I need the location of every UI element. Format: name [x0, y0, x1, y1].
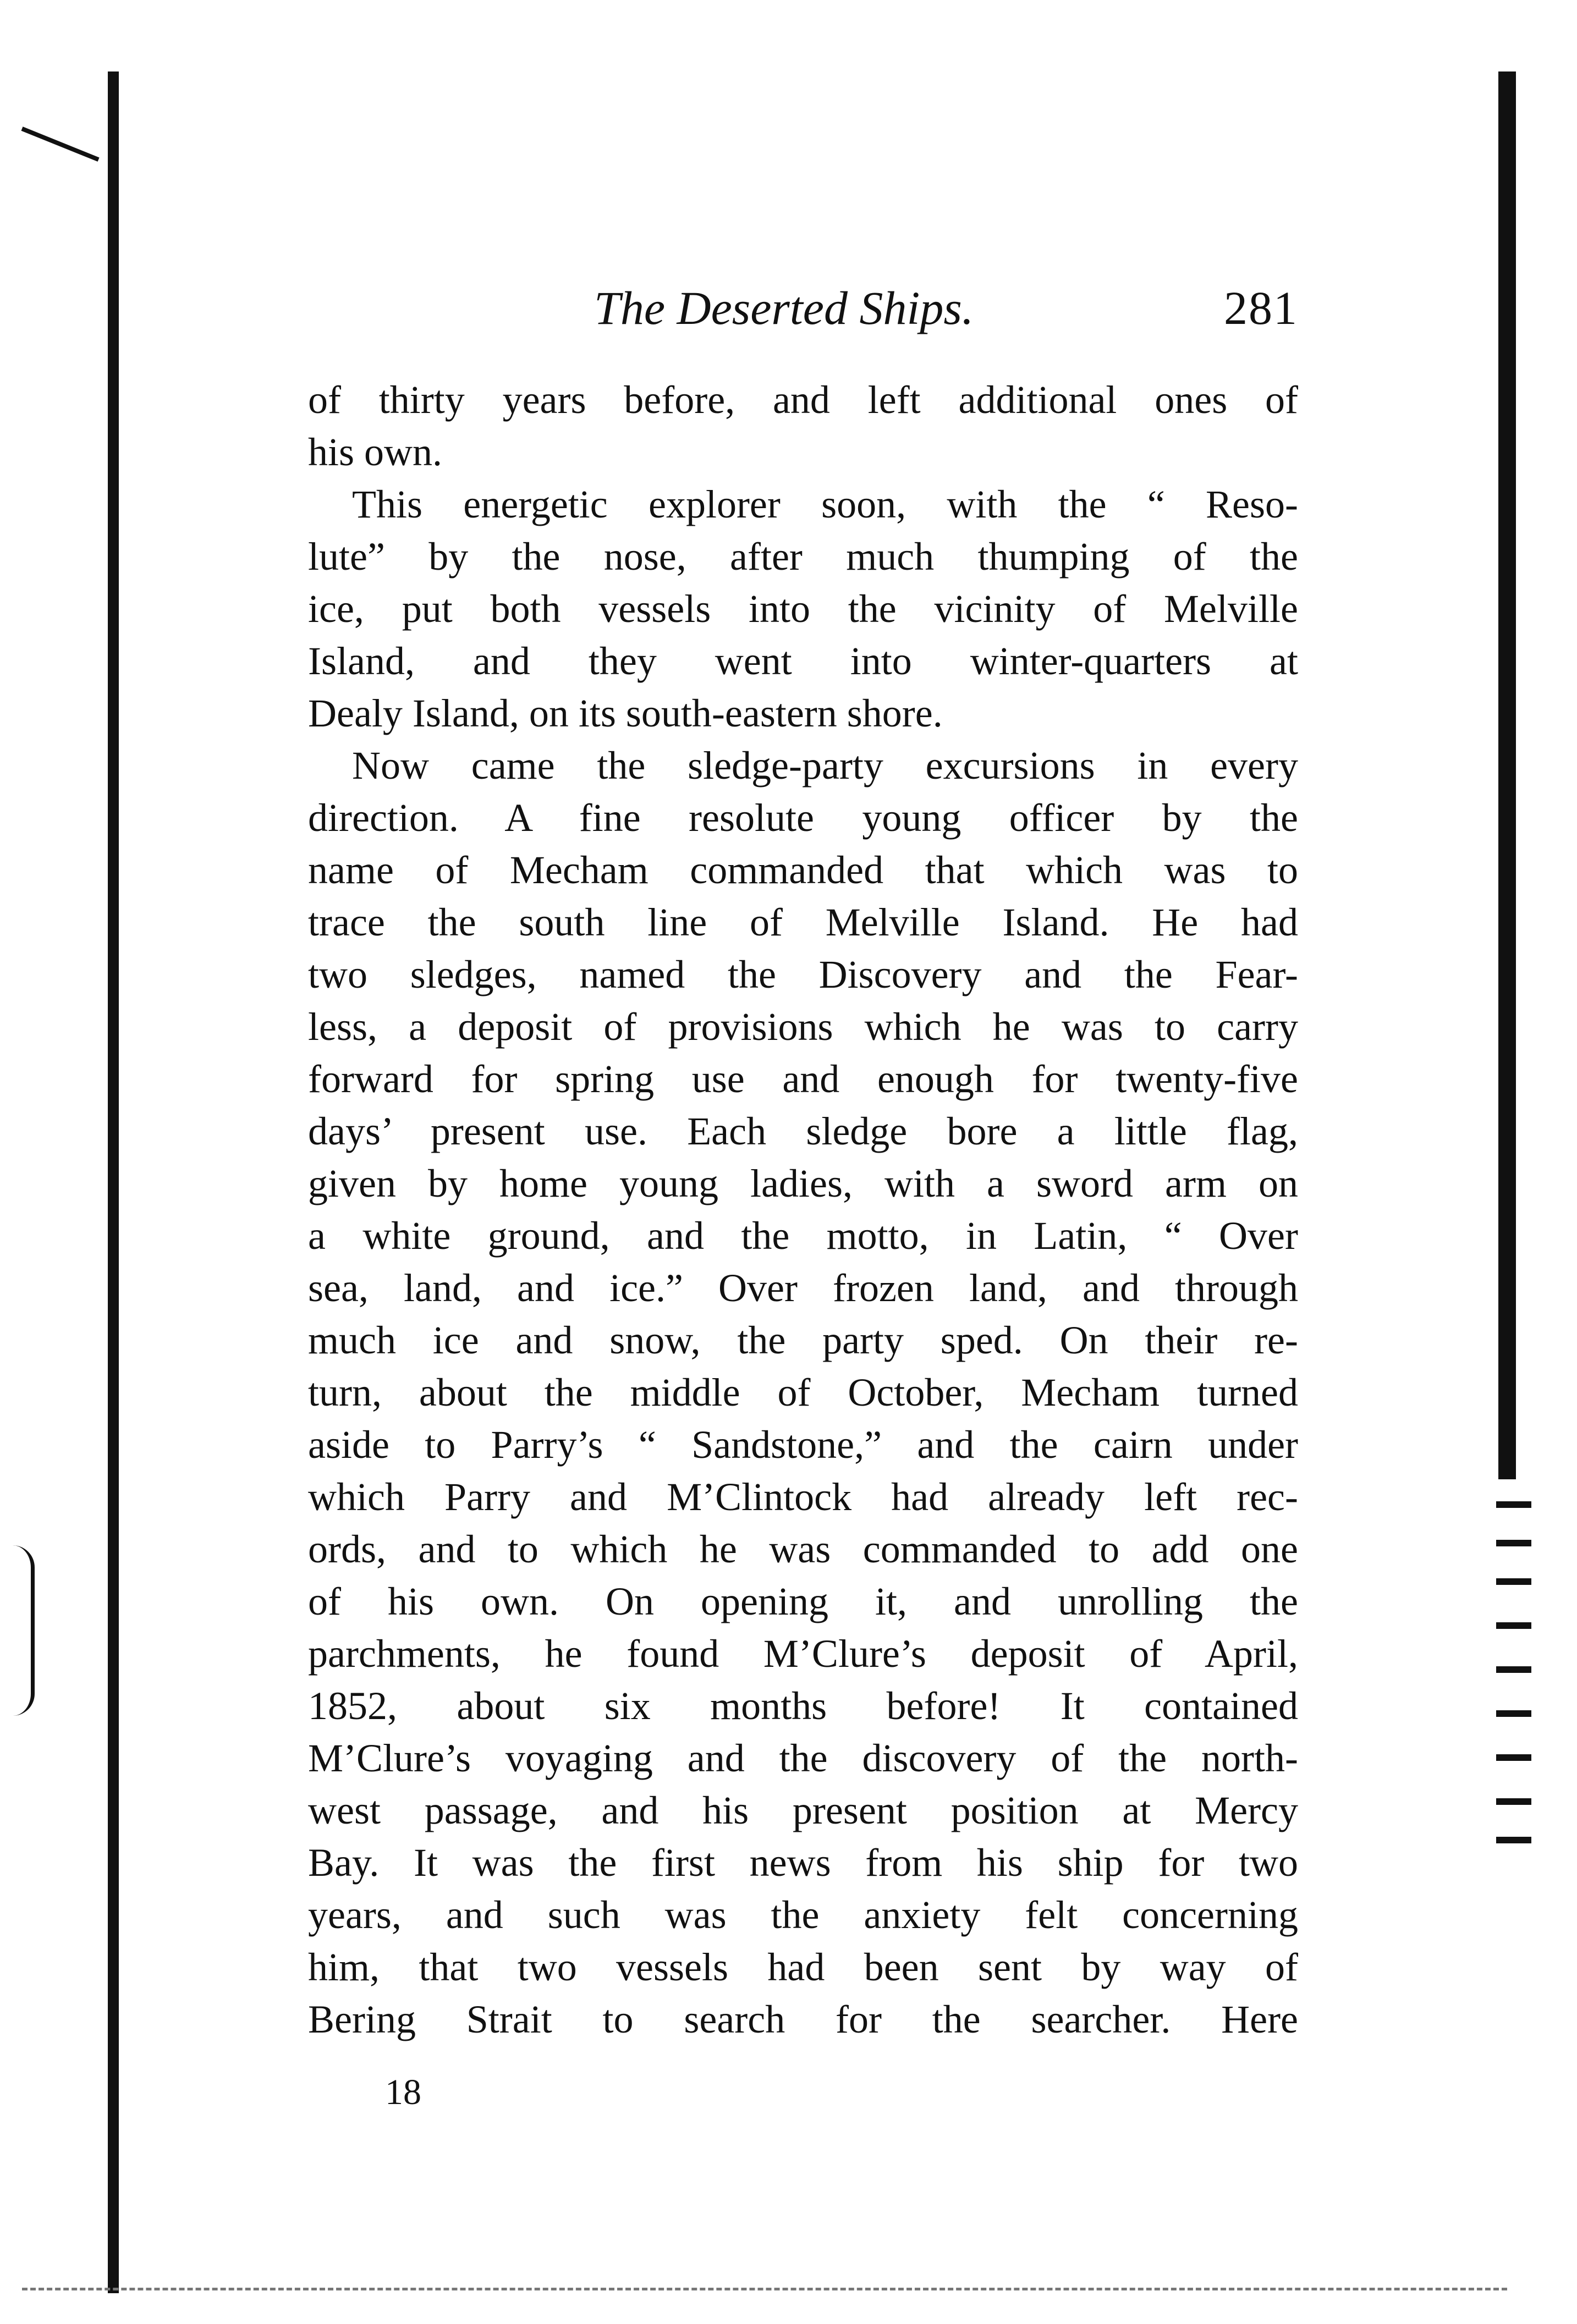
text-line: which Parry and M’Clintock had already left rec-: [308, 1475, 1298, 1519]
scan-right-dash: [1496, 1666, 1531, 1673]
text-line: west passage, and his present position at Mercy: [308, 1788, 1298, 1832]
text-line: him, that two vessels had been sent by way of: [308, 1945, 1298, 1989]
signature-mark: 18: [385, 2072, 421, 2112]
text-line: Now came the sledge-party excursions in every: [352, 744, 1298, 787]
text-line: days’ present use. Each sledge bore a little flag,: [308, 1109, 1298, 1153]
text-line: Dealy Island, on its south-eastern shore.: [308, 691, 943, 735]
scan-right-edge: [1498, 71, 1516, 1479]
text-line: two sledges, named the Discovery and the Fear-: [308, 952, 1298, 996]
text-line: ords, and to which he was commanded to add one: [308, 1527, 1298, 1571]
page-header: [308, 275, 1298, 341]
scan-right-dash: [1496, 1710, 1531, 1717]
text-line: Bay. It was the first news from his ship for two: [308, 1841, 1298, 1885]
body-text: [308, 374, 1298, 2046]
text-line: Island, and they went into winter-quarters at: [308, 639, 1298, 683]
text-line: turn, about the middle of October, Mecham turned: [308, 1370, 1298, 1414]
scan-right-dash: [1496, 1754, 1531, 1761]
text-line: parchments, he found M’Clure’s deposit of April,: [308, 1632, 1298, 1676]
text-line: given by home young ladies, with a sword arm on: [308, 1161, 1298, 1205]
text-line: much ice and snow, the party sped. On their re-: [308, 1318, 1298, 1362]
text-line: 1852, about six months before! It contained: [308, 1684, 1298, 1728]
page-number: 281: [1224, 282, 1298, 334]
text-line: his own.: [308, 430, 443, 474]
text-line: name of Mecham commanded that which was to: [308, 848, 1298, 892]
text-line: ice, put both vessels into the vicinity of Melville: [308, 587, 1298, 631]
scan-right-dash: [1496, 1622, 1531, 1629]
text-line: lute” by the nose, after much thumping of the: [308, 535, 1298, 579]
text-line: Bering Strait to search for the searcher. Here: [308, 1997, 1298, 2041]
scan-right-dash: [1496, 1837, 1531, 1843]
scan-right-dash: [1496, 1578, 1531, 1585]
text-line: aside to Parry’s “ Sandstone,” and the cairn under: [308, 1423, 1298, 1467]
scan-right-dash: [1496, 1798, 1531, 1805]
text-line: forward for spring use and enough for twenty-five: [308, 1057, 1298, 1101]
text-line: direction. A fine resolute young officer by the: [308, 796, 1298, 840]
scan-left-tick: [21, 126, 100, 162]
text-line: of his own. On opening it, and unrolling the: [308, 1579, 1298, 1623]
text-line: years, and such was the anxiety felt concerning: [308, 1893, 1298, 1937]
scan-left-spine: [108, 71, 119, 2293]
text-line: This energetic explorer soon, with the “ Reso-: [352, 482, 1298, 526]
scan-right-dash: [1496, 1501, 1531, 1508]
text-line: sea, land, and ice.” Over frozen land, and through: [308, 1266, 1298, 1310]
text-line: M’Clure’s voyaging and the discovery of the north-: [308, 1736, 1298, 1780]
running-title: The Deserted Ships.: [594, 282, 974, 334]
scan-right-dash: [1496, 1540, 1531, 1546]
text-line: trace the south line of Melville Island. He had: [308, 900, 1298, 944]
scan-bottom-rule: [22, 2288, 1507, 2290]
scan-left-bracket: [9, 1545, 35, 1716]
text-line: a white ground, and the motto, in Latin, “ Over: [308, 1214, 1298, 1258]
text-line: less, a deposit of provisions which he was to carry: [308, 1005, 1298, 1049]
text-line: of thirty years before, and left additional ones of: [308, 378, 1298, 422]
